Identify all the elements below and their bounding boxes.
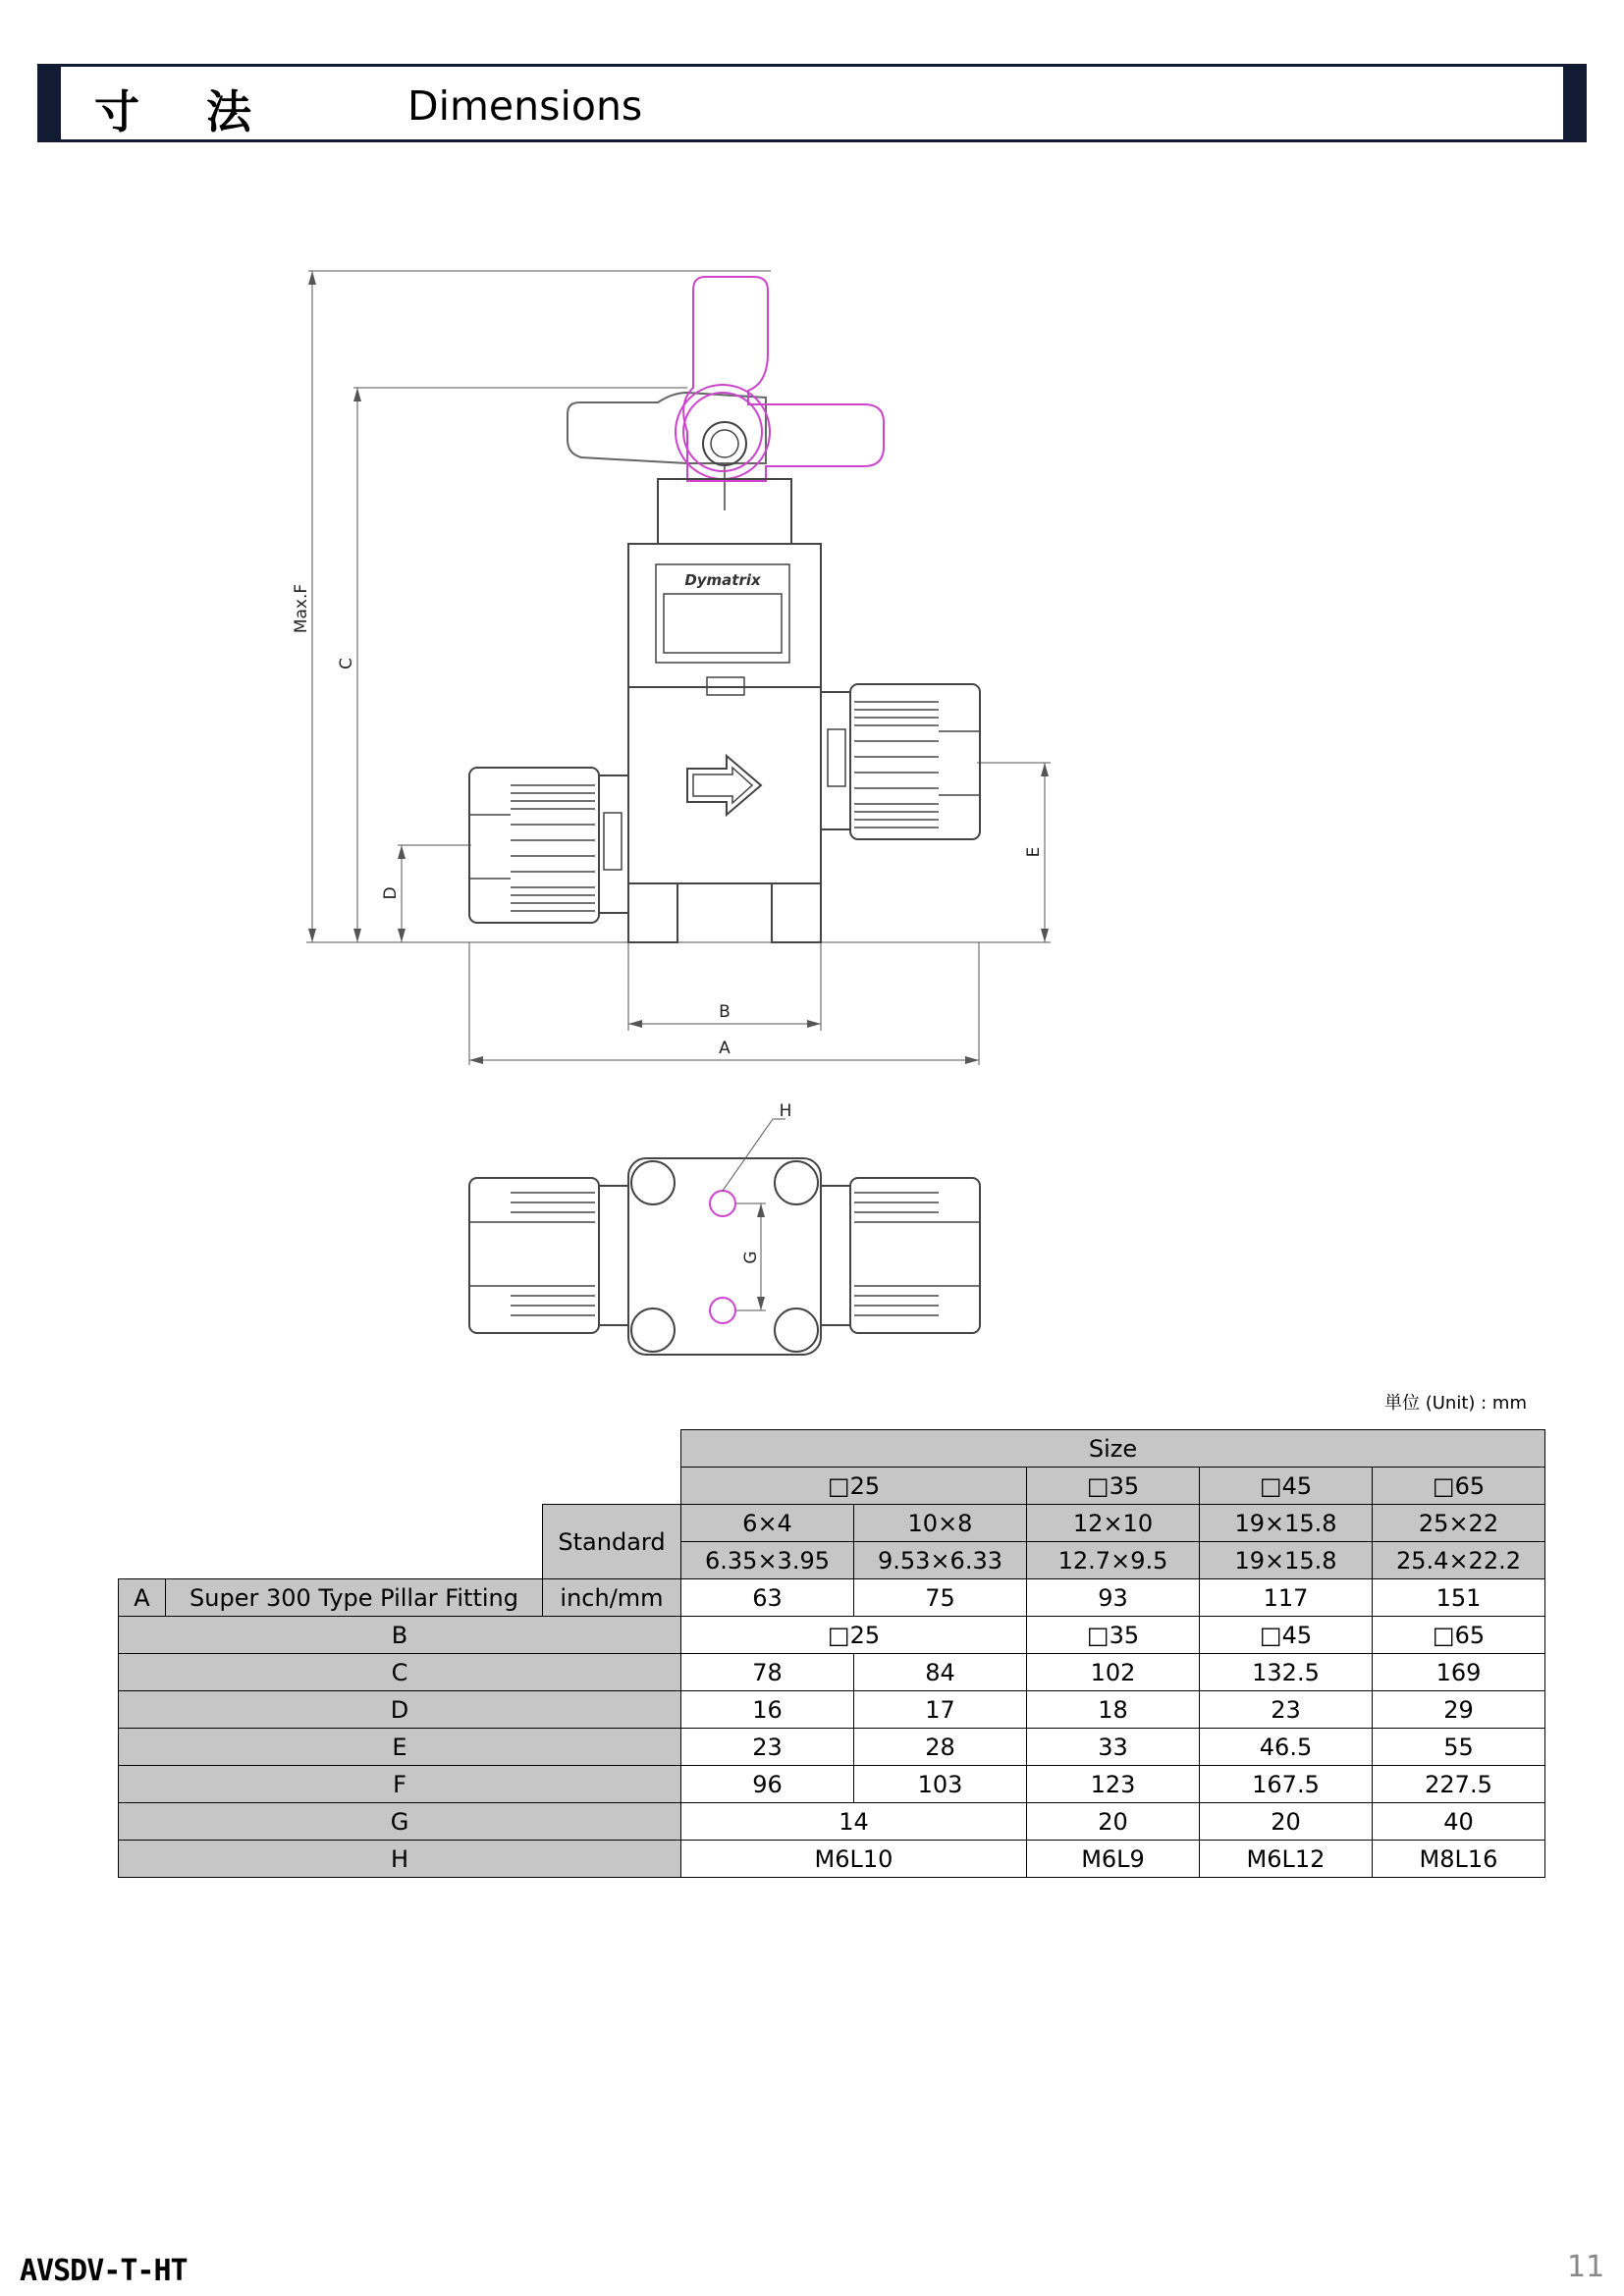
value-cell: 46.5 — [1200, 1729, 1373, 1766]
value-cell: 78 — [681, 1654, 854, 1691]
dim-label-b: B — [719, 1002, 731, 1022]
dymatrix-logo: Dymatrix — [684, 571, 761, 589]
value-cell: 169 — [1373, 1654, 1545, 1691]
dimensions-table — [118, 1429, 1545, 1878]
value-cell: M6L9 — [1027, 1841, 1200, 1878]
table-row — [119, 1617, 1545, 1654]
value-cell: 227.5 — [1373, 1766, 1545, 1803]
standard-cell: 9.53×6.33 — [854, 1542, 1027, 1579]
dim-label-d: D — [381, 886, 401, 900]
value-cell: 167.5 — [1200, 1766, 1373, 1803]
standard-cell: 19×15.8 — [1200, 1542, 1373, 1579]
value-cell: 14 — [681, 1803, 1027, 1841]
table-row — [119, 1766, 1545, 1803]
value-cell: 40 — [1373, 1803, 1545, 1841]
row-label: F — [119, 1766, 681, 1803]
standard-cell: 19×15.8 — [1200, 1505, 1373, 1542]
value-cell: 151 — [1373, 1579, 1545, 1617]
value-cell: 20 — [1200, 1803, 1373, 1841]
standard-cell: 10×8 — [854, 1505, 1027, 1542]
row-a-name: Super 300 Type Pillar Fitting — [166, 1579, 543, 1617]
value-cell: 33 — [1027, 1729, 1200, 1766]
dim-label-e: E — [1024, 846, 1044, 858]
table-row — [119, 1579, 1545, 1617]
row-label: G — [119, 1803, 681, 1841]
value-cell: 132.5 — [1200, 1654, 1373, 1691]
size-group-cell: □65 — [1373, 1468, 1545, 1505]
value-cell: □45 — [1200, 1617, 1373, 1654]
value-cell: 117 — [1200, 1579, 1373, 1617]
value-cell: 29 — [1373, 1691, 1545, 1729]
model-number: AVSDV-T-HT — [20, 2254, 188, 2288]
value-cell: M8L16 — [1373, 1841, 1545, 1878]
dim-label-max-f: Max.F — [292, 583, 311, 634]
table-row — [119, 1691, 1545, 1729]
value-cell: 18 — [1027, 1691, 1200, 1729]
value-cell: 84 — [854, 1654, 1027, 1691]
table-row — [119, 1654, 1545, 1691]
value-cell: M6L12 — [1200, 1841, 1373, 1878]
size-group-cell: □35 — [1027, 1468, 1200, 1505]
value-cell: 75 — [854, 1579, 1027, 1617]
table-row — [119, 1729, 1545, 1766]
standard-cell: 25.4×22.2 — [1373, 1542, 1545, 1579]
value-cell: 16 — [681, 1691, 854, 1729]
value-cell: 103 — [854, 1766, 1027, 1803]
title-japanese: 寸 法 — [94, 85, 278, 138]
value-cell: 96 — [681, 1766, 854, 1803]
dim-label-g: G — [741, 1251, 761, 1264]
value-cell: M6L10 — [681, 1841, 1027, 1878]
dim-label-h: H — [779, 1101, 792, 1121]
value-cell: 28 — [854, 1729, 1027, 1766]
value-cell: 123 — [1027, 1766, 1200, 1803]
value-cell: 93 — [1027, 1579, 1200, 1617]
page-number: 11 — [1567, 2250, 1605, 2284]
table-row — [119, 1841, 1545, 1878]
value-cell: □65 — [1373, 1617, 1545, 1654]
table-row — [119, 1803, 1545, 1841]
size-group-cell: □25 — [681, 1468, 1027, 1505]
value-cell: □25 — [681, 1617, 1027, 1654]
value-cell: 102 — [1027, 1654, 1200, 1691]
unit-note: 単位 (Unit) : mm — [1384, 1393, 1527, 1414]
row-label: B — [119, 1617, 681, 1654]
value-cell: 20 — [1027, 1803, 1200, 1841]
value-cell: □35 — [1027, 1617, 1200, 1654]
value-cell: 17 — [854, 1691, 1027, 1729]
value-cell: 23 — [1200, 1691, 1373, 1729]
standard-cell: 6.35×3.95 — [681, 1542, 854, 1579]
value-cell: 23 — [681, 1729, 854, 1766]
standard-cell: 25×22 — [1373, 1505, 1545, 1542]
size-group-cell: □45 — [1200, 1468, 1373, 1505]
title-english: Dimensions — [407, 82, 643, 130]
row-a-letter: A — [119, 1579, 166, 1617]
standard-label: Standard — [543, 1505, 681, 1579]
row-label: E — [119, 1729, 681, 1766]
standard-cell: 12.7×9.5 — [1027, 1542, 1200, 1579]
standard-cell: 12×10 — [1027, 1505, 1200, 1542]
dim-label-c: C — [337, 658, 356, 669]
row-label: C — [119, 1654, 681, 1691]
row-a-unit: inch/mm — [543, 1579, 681, 1617]
standard-cell: 6×4 — [681, 1505, 854, 1542]
row-label: H — [119, 1841, 681, 1878]
row-label: D — [119, 1691, 681, 1729]
value-cell: 55 — [1373, 1729, 1545, 1766]
dim-label-a: A — [719, 1039, 731, 1058]
size-header: Size — [681, 1430, 1545, 1468]
value-cell: 63 — [681, 1579, 854, 1617]
